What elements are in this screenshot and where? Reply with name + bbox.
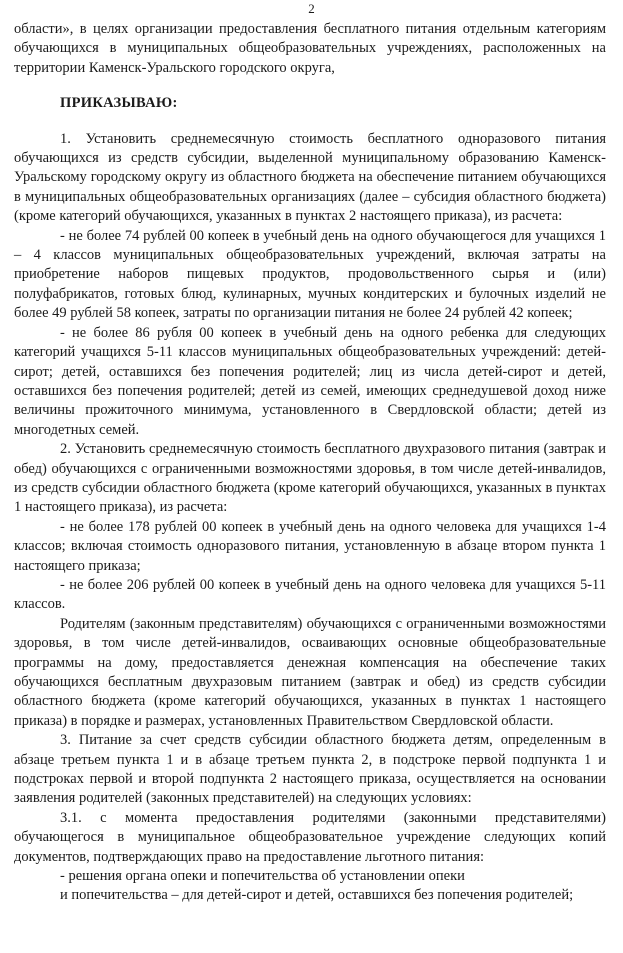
paragraph-3-1-item-1: - решения органа опеки и попечительства об установлении опеки: [60, 868, 465, 885]
paragraph-1-item-2: - не более 86 рубля 00 копеек в учебный день на одного ребенка для следующих категорий учащихся 5-11 классов муниципальных общеобразовательных учреждений: детей-сирот; детей, оставшихся без попечения родителей; лиц из числа детей-сирот и детей, оставшихся без попечения родителей; детей из семей, имеющих среднедушевой доход ниже величины прожиточного минимума, установленного в Свердловской области; детей из многодетных семей.: [14, 324, 606, 438]
paragraph-2-item-2: - не более 206 рублей 00 копеек в учебный день на одного человека для учащихся 5-11 классов.: [14, 576, 606, 613]
paragraph-3-1-item-1-cont: и попечительства – для детей-сирот и детей, оставшихся без попечения родителей;: [60, 887, 574, 904]
paragraph-1-item-1: - не более 74 рублей 00 копеек в учебный день на одного обучающегося для учащихся 1 – 4 классов муниципальных общеобразовательных учреждений, включая затраты на приобретение наборов пищевых продуктов, продовольственного сырья и (или) полуфабрикатов, готовых блюд, кулинарных, мучных кондитерских и булочных изделий не более 49 рублей 58 копеек, затраты по организации питания не более 24 рублей 42 копеек;: [14, 227, 606, 322]
page-number: 2: [308, 1, 315, 16]
paragraph-2-item-1: - не более 178 рублей 00 копеек в учебный день на одного человека для учащихся 1-4 классов; включая стоимость одноразового питания, установленную в абзаце втором пункта 1 настоящего приказа;: [14, 518, 606, 574]
paragraph-3-1: 3.1. с момента предоставления родителями (законными представителями) обучающегося в муниципальное общеобразовательное учреждение следующих копий документов, подтверждающих право на предоставление льготного питания:: [14, 809, 606, 865]
paragraph-2: 2. Установить среднемесячную стоимость бесплатного двухразового питания (завтрак и обед) обучающихся с ограниченными возможностями здоровья, в том числе детей-инвалидов, из средств субсидии областного бюджета (кроме категорий обучающихся, указанных в пунктах 1 настоящего приказа), из расчета:: [14, 441, 606, 516]
paragraph-3: 3. Питание за счет средств субсидии областного бюджета детям, определенным в абзаце третьем пункта 1 и в абзаце третьем пункта 2, в подстроке первой подпункта 1 и подстроках первой и второй подпункта 2 настоящего приказа, осуществляется на основании заявления родителей (законных представителей) на следующих условиях:: [14, 732, 606, 807]
paragraph-compensation: Родителям (законным представителям) обучающихся с ограниченными возможностями здоровья, в том числе детей-инвалидов, осваивающих основные общеобразовательные программы на дому, предоставляется денежная компенсация на обеспечение таких обучающихся бесплатным двухразовым питанием (завтрак и обед) из средств субсидии областного бюджета (кроме категорий обучающихся, указанных в пунктах 1 настоящего приказа) в порядке и размерах, установленных Правительством Свердловской области.: [14, 615, 606, 729]
document-body: [14, 20, 606, 906]
intro-paragraph: области», в целях организации предоставления бесплатного питания отдельным категориям обучающихся в муниципальных общеобразовательных учреждениях, расположенных на территории Каменск-Уральского городского округа,: [14, 21, 606, 76]
paragraph-1: 1. Установить среднемесячную стоимость бесплатного одноразового питания обучающихся из средств субсидии, выделенной муниципальному образованию Каменск-Уральскому городскому округу из областного бюджета на обеспечение питанием обучающихся в муниципальных общеобразовательных организациях (далее – субсидия областного бюджета) (кроме категорий обучающихся, указанных в пунктах 2 настоящего приказа), из расчета:: [14, 130, 606, 225]
order-heading: ПРИКАЗЫВАЮ:: [60, 95, 178, 112]
